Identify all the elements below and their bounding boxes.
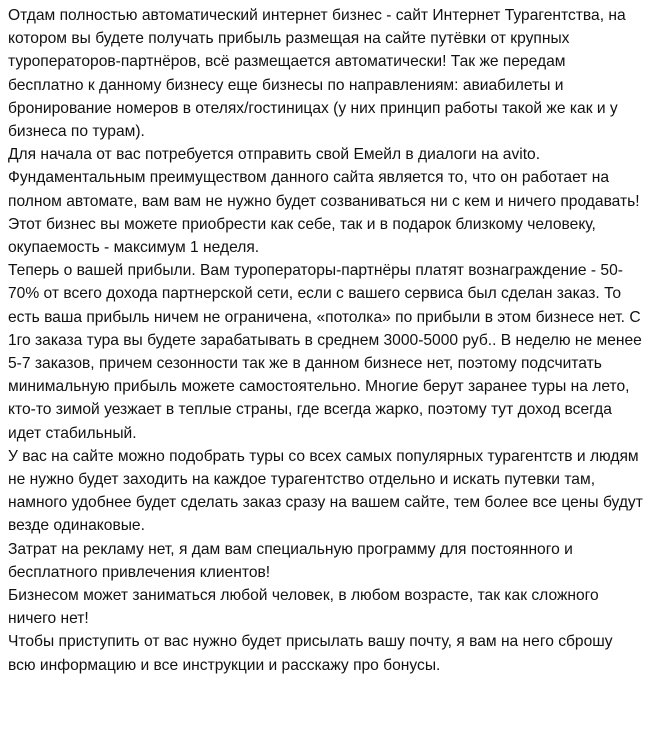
- paragraph-payback: Этот бизнес вы можете приобрести как себе, так и в подарок близкому человеку, окупаемость - максимум 1 неделя.: [8, 215, 596, 257]
- paragraph-email-request: Для начала от вас потребуется отправить свой Емейл в диалоги на avito.: [8, 146, 541, 164]
- paragraph-next-steps: Чтобы приступить от вас нужно будет присылать вашу почту, я вам на него сброшу всю информацию и все инструкции и расскажу про бонусы.: [8, 633, 613, 674]
- paragraph-advantage: Фундаментальным преимуществом данного сайта является то, что он работает на полном автомате, вам вам не нужно будет созваниваться ни с кем и ничего продавать!: [8, 169, 640, 210]
- paragraph-advertising: Затрат на рекламу нет, я дам вам специальную программу для постоянного и бесплатного привлечения клиентов!: [8, 540, 573, 581]
- paragraph-intro: Отдам полностью автоматический интернет бизнес - сайт Интернет Турагентства, на котором вы будете получать прибыль размещая на сайте путёвки от крупных туроператоров-партнёров, всё размещается автоматически! Так же передам бесплатно к данному бизнесу еще бизнесы по направлениям: авиабилеты и бронирование номеров в отелях/гостиницах (у них принцип работы такой же как и у бизнеса по турам).: [8, 7, 626, 141]
- paragraph-tour-selection: У вас на сайте можно подобрать туры со всех самых популярных турагентств и людям не нужно будет заходить на каждое турагентство отдельно и искать путевки там, намного удобнее будет сделать заказ сразу на вашем сайте, тем более все цены будут везде одинаковые.: [8, 447, 643, 535]
- paragraph-anyone-can: Бизнесом может заниматься любой человек, в любом возрасте, так как сложного ничего нет!: [8, 587, 599, 628]
- paragraph-profit: Теперь о вашей прибыли. Вам туроператоры-партнёры платят вознаграждение - 50-70% от всего дохода партнерской сети, если с вашего сервиса был сделан заказ. То есть ваша прибыль ничем не ограничена, «потолка» по прибыли в этом бизнесе нет. С 1го заказа тура вы будете зарабатывать в среднем 3000-5000 руб.. В неделю не менее 5-7 заказов, причем сезонности так же в данном бизнесе нет, поэтому подсчитать минимальную прибыль можете самостоятельно. Многие берут заранее туры на лето, кто-то зимой уезжает в теплые страны, где всегда жарко, поэтому тут доход всегда идет стабильный.: [8, 262, 642, 442]
